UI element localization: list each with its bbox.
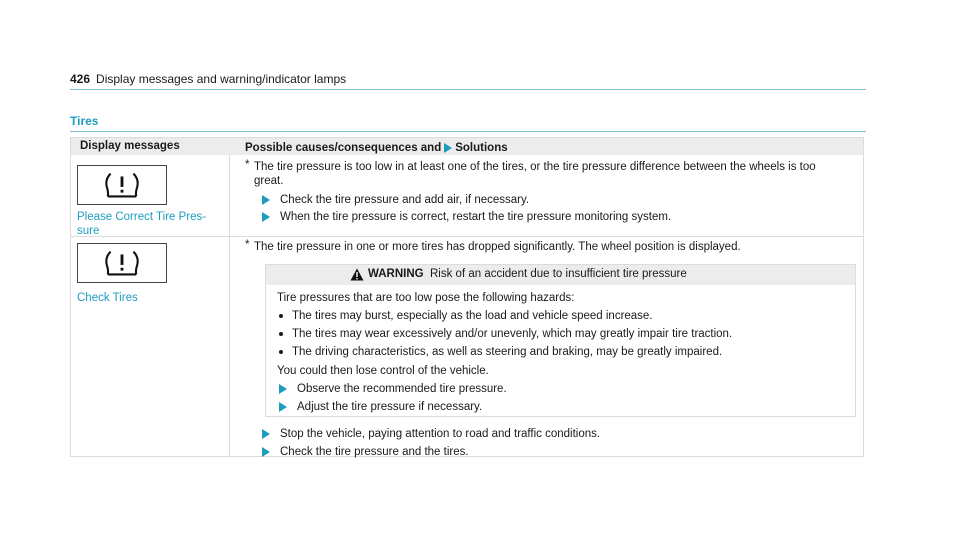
solution-text: Check the tire pressure and the tires.	[280, 446, 469, 458]
column-divider	[229, 155, 230, 457]
display-messages-table	[70, 137, 864, 457]
display-message-text: Please Correct Tire Pres- sure	[77, 211, 207, 237]
col-header-causes-solutions: Possible causes/consequences and Solutions	[245, 142, 508, 154]
warning-triangle-icon	[350, 268, 364, 286]
col-header-display-messages: Display messages	[80, 140, 180, 152]
bullet-icon	[279, 350, 283, 354]
page-header	[70, 72, 346, 86]
solution-arrow-icon	[262, 429, 270, 439]
warning-label: WARNING	[368, 268, 424, 280]
cause-text-cont: great.	[254, 175, 284, 187]
display-message-text: Check Tires	[77, 292, 138, 304]
bullet-icon	[279, 314, 283, 318]
action-arrow-icon	[279, 384, 287, 394]
warning-action: Observe the recommended tire pressure.	[297, 383, 507, 395]
warning-intro: Tire pressures that are too low pose the following hazards:	[277, 292, 575, 304]
warning-action: Adjust the tire pressure if necessary.	[297, 401, 483, 413]
hazard-item: The tires may burst, especially as the load and vehicle speed increase.	[292, 310, 653, 322]
warning-consequence: You could then lose control of the vehicle.	[277, 365, 489, 377]
solution-text: Stop the vehicle, paying attention to road and traffic conditions.	[280, 428, 601, 440]
warning-box	[265, 264, 856, 417]
tire-pressure-warning-icon	[77, 243, 167, 283]
cause-text: The tire pressure is too low in at least one of the tires, or the tire pressure difference between the wheels is too	[254, 161, 816, 173]
header-rule	[70, 89, 866, 90]
hazard-item: The driving characteristics, as well as steering and braking, may be greatly impaired.	[292, 346, 723, 358]
bullet-icon	[279, 332, 283, 336]
warning-header	[266, 265, 855, 285]
page-header-title: Display messages and warning/indicator lamps	[96, 72, 347, 86]
section-rule	[70, 131, 866, 132]
action-arrow-icon	[279, 402, 287, 412]
warning-title: Risk of an accident due to insufficient tire pressure	[430, 268, 687, 280]
solution-arrow-icon	[262, 447, 270, 457]
arrow-icon	[444, 143, 452, 153]
solution-arrow-icon	[262, 195, 270, 205]
asterisk-marker: *	[245, 239, 250, 251]
hazard-item: The tires may wear excessively and/or unevenly, which may greatly impair tire traction.	[292, 328, 733, 340]
asterisk-marker: *	[245, 159, 250, 171]
table-header	[71, 138, 863, 155]
solution-text: When the tire pressure is correct, restart the tire pressure monitoring system.	[280, 211, 672, 223]
solution-arrow-icon	[262, 212, 270, 222]
solution-text: Check the tire pressure and add air, if necessary.	[280, 194, 530, 206]
page-number: 426	[70, 72, 91, 86]
section-title: Tires	[70, 114, 99, 128]
cause-text: The tire pressure in one or more tires has dropped significantly. The wheel position is displayed.	[254, 241, 741, 253]
tire-pressure-warning-icon	[77, 165, 167, 205]
